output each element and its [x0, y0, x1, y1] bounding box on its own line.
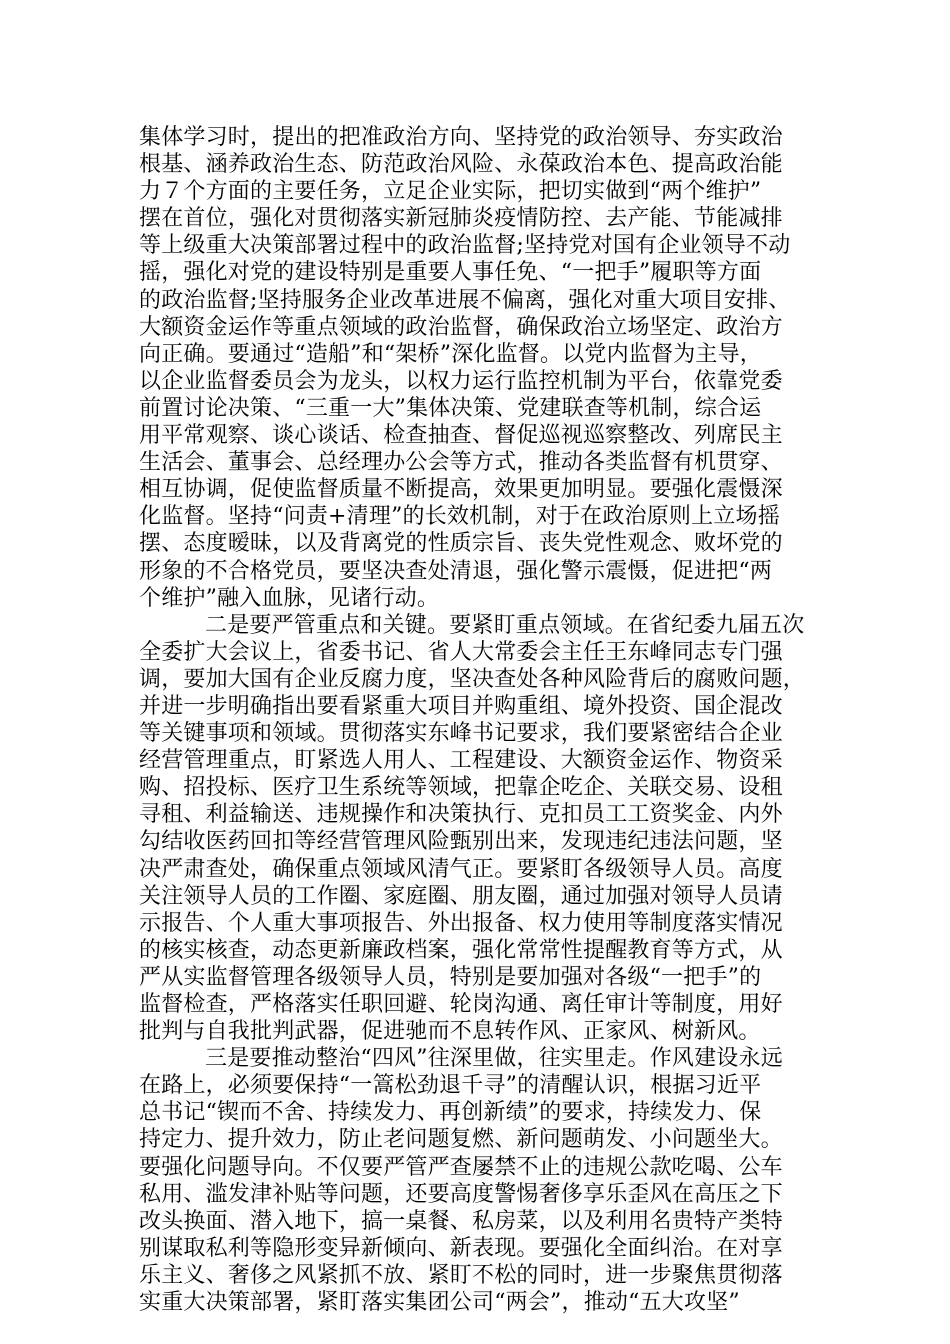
text-line: 严从实监督管理各级领导人员，特别是要加强对各级“一把手”的	[139, 964, 762, 990]
text-line: 关注领导人员的工作圈、家庭圈、朋友圈，通过加强对领导人员请	[139, 883, 783, 909]
text-line: 等上级重大决策部署过程中的政治监督;坚持党对国有企业领导不动	[139, 233, 791, 259]
text-line: 实重大决策部署，紧盯落实集团公司“两会”，推动“五大攻坚”	[139, 1290, 740, 1316]
text-line: 乐主义、奢侈之风紧抓不放、紧盯不松的同时，进一步聚焦贯彻落	[139, 1262, 783, 1288]
text-line: 勾结收医药回扣等经营管理风险甄别出来，发现违纪违法问题，坚	[139, 829, 783, 855]
text-line: 别谋取私利等隐形变异新倾向、新表现。要强化全面纠治。在对享	[139, 1235, 783, 1261]
text-line: 的核实核查，动态更新廉政档案，强化常常性提醒教育等方式，从	[139, 937, 783, 963]
text-line: 调，要加大国有企业反腐力度，坚决查处各种风险背后的腐败问题，	[139, 666, 806, 692]
text-line: 寻租、利益输送、违规操作和决策执行、克扣员工工资奖金、内外	[139, 802, 783, 828]
text-line: 根基、涵养政治生态、防范政治风险、永葆政治本色、提高政治能	[139, 152, 783, 178]
text-line: 购、招投标、医疗卫生系统等领域，把靠企吃企、关联交易、设租	[139, 775, 783, 801]
text-line: 化监督。坚持“问责+清理”的长效机制，对于在政治原则上立场摇	[139, 504, 780, 530]
text-line: 要强化问题导向。不仅要严管严查屡禁不止的违规公款吃喝、公车	[139, 1154, 783, 1180]
text-line: 大额资金运作等重点领域的政治监督，确保政治立场坚定、政治方	[139, 314, 783, 340]
text-line: 相互协调，促使监督质量不断提高，效果更加明显。要强化震慑深	[139, 477, 783, 503]
text-line: 决严肃查处，确保重点领域风清气正。要紧盯各级领导人员。高度	[139, 856, 783, 882]
text-line: 私用、滥发津补贴等问题，还要高度警惕奢侈享乐歪风在高压之下	[139, 1181, 783, 1207]
text-line: 监督检查，严格落实任职回避、轮岗沟通、离任审计等制度，用好	[139, 992, 783, 1017]
text-line: 三是要推动整治“四风”往深里做，往实里走。作风建设永远	[205, 1046, 783, 1072]
text-line: 摆、态度暧昧，以及背离党的性质宗旨、丧失党性观念、败坏党的	[139, 531, 783, 557]
text-line: 批判与自我批判武器，促进驰而不息转作风、正家风、树新风。	[139, 1019, 761, 1045]
text-line: 用平常观察、谈心谈话、检查抽查、督促巡视巡察整改、列席民主	[139, 423, 783, 449]
text-line: 集体学习时，提出的把准政治方向、坚持党的政治领导、夯实政治	[139, 125, 783, 150]
text-line: 个维护”融入血脉，见诸行动。	[139, 585, 440, 611]
text-line: 示报告、个人重大事项报告、外出报备、权力使用等制度落实情况	[139, 910, 783, 936]
text-line: 二是要严管重点和关键。要紧盯重点领域。在省纪委九届五次	[205, 612, 805, 638]
text-line: 摆在首位，强化对贯彻落实新冠肺炎疫情防控、去产能、节能减排	[139, 206, 783, 232]
text-line: 在路上，必须要保持“一篙松劲退千寻”的清醒认识，根据习近平	[139, 1073, 762, 1099]
text-line: 力７个方面的主要任务，立足企业实际，把切实做到“两个维护”	[139, 179, 762, 205]
body-text	[139, 124, 819, 1316]
text-line: 以企业监督委员会为龙头，以权力运行监控机制为平台，依靠党委	[139, 368, 783, 394]
text-line: 等关键事项和领域。贯彻落实东峰书记要求，我们要紧密结合企业	[139, 721, 783, 747]
text-line: 改头换面、潜入地下，搞一桌餐、私房菜，以及利用名贵特产类特	[139, 1208, 783, 1234]
text-line: 总书记“锲而不舍、持续发力、再创新绩”的要求，持续发力、保	[139, 1100, 762, 1126]
text-line: 持定力、提升效力，防止老问题复燃、新问题萌发、小问题坐大。	[139, 1127, 783, 1153]
text-line: 摇，强化对党的建设特别是重要人事任免、“一把手”履职等方面	[139, 260, 762, 286]
text-line: 经营管理重点，盯紧选人用人、工程建设、大额资金运作、物资采	[139, 748, 783, 774]
text-line: 形象的不合格党员，要坚决查处清退，强化警示震慑，促进把“两	[139, 558, 773, 584]
text-line: 前置讨论决策、“三重一大”集体决策、党建联查等机制，综合运	[139, 395, 762, 421]
text-line: 全委扩大会议上，省委书记、省人大常委会主任王东峰同志专门强	[139, 639, 783, 665]
text-line: 向正确。要通过“造船”和“架桥”深化监督。以党内监督为主导，	[139, 341, 762, 367]
text-line: 生活会、董事会、总经理办公会等方式，推动各类监督有机贯穿、	[139, 450, 783, 476]
text-line: 并进一步明确指出要看紧重大项目并购重组、境外投资、国企混改	[139, 693, 783, 719]
text-line: 的政治监督;坚持服务企业改革进展不偏离，强化对重大项目安排、	[139, 287, 791, 313]
